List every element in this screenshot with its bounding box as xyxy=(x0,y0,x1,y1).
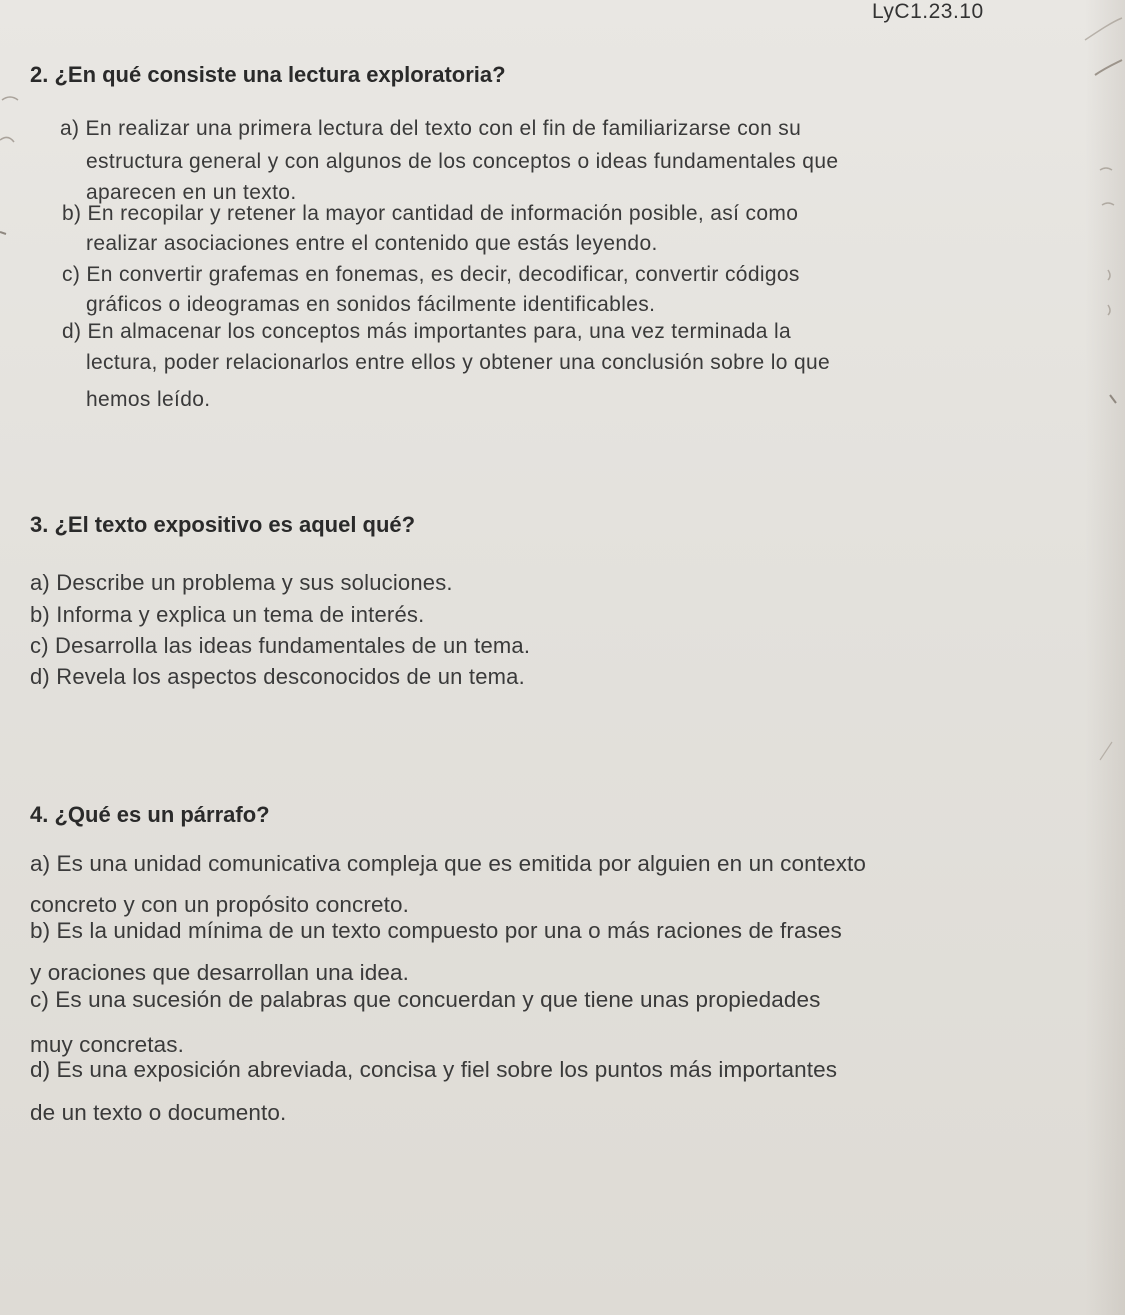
question-2-option-c-line-2: gráficos o ideogramas en sonidos fácilmente identificables. xyxy=(86,293,656,316)
question-4-option-d-line-1: d) Es una exposición abreviada, concisa y fiel sobre los puntos más importantes xyxy=(30,1057,838,1082)
question-4-option-c-line-2: muy concretas. xyxy=(30,1032,184,1057)
question-2-option-a-line-2: estructura general y con algunos de los conceptos o ideas fundamentales que xyxy=(86,150,839,173)
question-2-option-d-line-1: d) En almacenar los conceptos más importantes para, una vez terminada la xyxy=(62,320,792,343)
question-3-option-c: c) Desarrolla las ideas fundamentales de un tema. xyxy=(30,633,531,658)
question-2-option-a-line-1: a) En realizar una primera lectura del texto con el fin de familiarizarse con su xyxy=(60,117,802,140)
question-4-option-c-line-1: c) Es una sucesión de palabras que concuerdan y que tiene unas propiedades xyxy=(30,987,821,1012)
question-3-title: 3. ¿El texto expositivo es aquel qué? xyxy=(30,512,416,537)
question-2-option-d-line-3: hemos leído. xyxy=(86,388,211,411)
page-edge-shadow xyxy=(1085,0,1125,1315)
question-3-option-b: b) Informa y explica un tema de interés. xyxy=(30,602,425,627)
question-4-option-d-line-2: de un texto o documento. xyxy=(30,1100,287,1125)
question-2-option-b-line-1: b) En recopilar y retener la mayor cantidad de información posible, así como xyxy=(62,202,799,225)
question-4-option-a-line-2: concreto y con un propósito concreto. xyxy=(30,892,409,917)
question-4-title: 4. ¿Qué es un párrafo? xyxy=(30,802,270,827)
question-3-option-d: d) Revela los aspectos desconocidos de un tema. xyxy=(30,664,525,689)
question-3-option-a: a) Describe un problema y sus soluciones. xyxy=(30,570,453,595)
question-4-option-b-line-1: b) Es la unidad mínima de un texto compuesto por una o más raciones de frases xyxy=(30,918,842,943)
question-2-option-b-line-2: realizar asociaciones entre el contenido que estás leyendo. xyxy=(86,232,658,255)
question-2-option-a-line-3: aparecen en un texto. xyxy=(86,181,297,204)
question-4-option-a-line-1: a) Es una unidad comunicativa compleja que es emitida por alguien en un contexto xyxy=(30,851,867,876)
question-2-option-d-line-2: lectura, poder relacionarlos entre ellos y obtener una conclusión sobre lo que xyxy=(86,351,831,374)
question-2-option-c-line-1: c) En convertir grafemas en fonemas, es decir, decodificar, convertir códigos xyxy=(62,263,800,286)
question-4-option-b-line-2: y oraciones que desarrollan una idea. xyxy=(30,960,409,985)
document-code: LyC1.23.10 xyxy=(872,0,984,23)
question-2-title: 2. ¿En qué consiste una lectura exploratoria? xyxy=(30,62,506,87)
